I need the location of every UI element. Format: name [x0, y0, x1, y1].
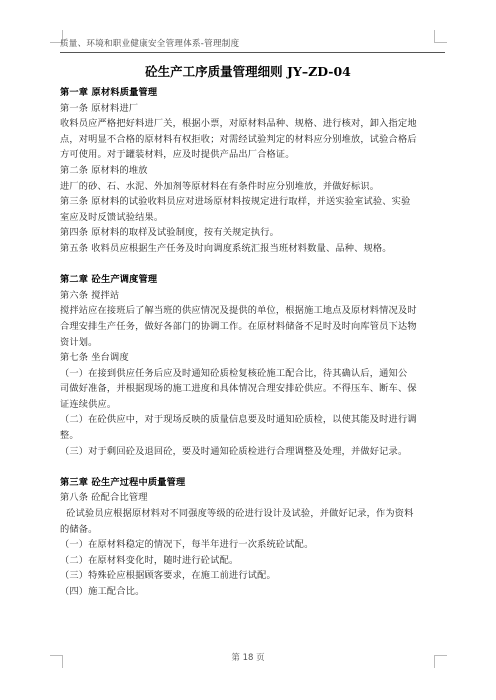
blank-line	[60, 257, 445, 273]
list-item: （二）在原材料变化时，随时进行砼试配。	[60, 554, 239, 566]
paragraph-line: 点，对明显不合格的原材料有权拒收；对需经试验判定的材料应分别堆放，试验合格后	[60, 133, 417, 145]
paragraph-line: 第三条 原材料的试验收料员应对进场原材料按规定进行取样，并送实验室试验、实验	[60, 196, 411, 208]
paragraph-line: 方可使用。对于罐装材料，应及时提供产品出厂合格证。	[60, 149, 295, 161]
article-heading: 第六条 搅拌站	[60, 289, 120, 301]
paragraph-line: 第四条 原材料的取样及试验制度，按有关规定执行。	[60, 227, 280, 239]
list-item: （四）施工配合比。	[60, 586, 145, 597]
document-body	[60, 85, 445, 600]
paragraph-line: 证连续供应。	[60, 398, 117, 410]
paragraph-line: 进厂的砂、石、水泥、外加剂等原材料在有条件时应分别堆放，并做好标识。	[60, 180, 380, 192]
paragraph-line: （二）在砼供应中，对于现场反映的质量信息要及时通知砼质检，以使其能及时进行调	[60, 414, 417, 426]
paragraph-line: 砼试验员应根据原材料对不同强度等级的砼进行设计及试验，并做好记录，作为资料	[60, 508, 414, 520]
article-heading: 第一条 原材料进厂	[60, 102, 139, 114]
paragraph-line: 第五条 收料员应根据生产任务及时向调度系统汇报当班材料数量、品种、规格。	[60, 242, 392, 254]
article-heading: 第七条 坐台调度	[60, 352, 129, 364]
chapter-heading: 第三章 砼生产过程中质量管理	[60, 476, 186, 488]
paragraph-line: （一）在接到供应任务后应及时通知砼质检复核砼施工配合比，待其确认后，通知公	[60, 367, 408, 379]
paragraph-line: 室应及时反馈试验结果。	[60, 211, 164, 223]
paragraph-line: 的储备。	[60, 523, 98, 535]
chapter-heading: 第二章 砼生产调度管理	[60, 274, 158, 286]
article-heading: 第二条 原材料的堆放	[60, 164, 148, 176]
paragraph-line: 搅拌站应在接班后了解当班的供应情况及提供的单位，根据施工地点及原材料情况及时	[60, 305, 417, 317]
blank-line	[60, 459, 445, 475]
paragraph-line: 整。	[60, 430, 79, 442]
list-item: （三）特殊砼应根据顾客要求，在施工前进行试配。	[60, 570, 276, 582]
article-heading: 第八条 砼配合比管理	[60, 492, 148, 504]
paragraph-line: 收料员应严格把好料进厂关，根据小票，对原材料品种、规格、进行核对，卸入指定地	[60, 118, 417, 130]
paragraph-line: 合理安排生产任务，做好各部门的协调工作。在原材料储备不足时及时向库管员下达物	[60, 320, 417, 332]
chapter-heading: 第一章 原材料质量管理	[60, 87, 158, 98]
paragraph-line: （三）对于剩回砼及退回砼，要及时通知砼质检进行合理调整及处理，并做好记录。	[60, 445, 408, 457]
page-header: 质量、环境和职业健康安全管理体系-管理制度	[60, 37, 445, 53]
paragraph-line: 司做好准备，并根据现场的施工进度和具体情况合理安排砼供应。不得压车、断车、保	[60, 383, 417, 395]
paragraph-line: 资计划。	[60, 336, 98, 348]
document-title: 砼生产工序质量管理细则 JY–ZD-04	[145, 64, 351, 79]
page-number: 第 18 页	[231, 653, 265, 663]
list-item: （一）在原材料稳定的情况下，每半年进行一次系统砼试配。	[60, 539, 314, 551]
